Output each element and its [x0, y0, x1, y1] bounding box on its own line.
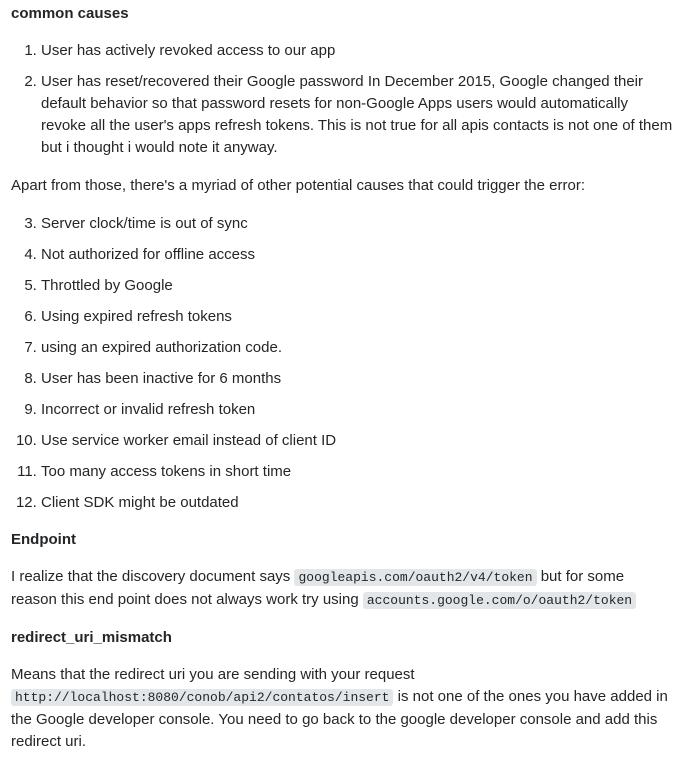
common-causes-heading: common causes: [11, 5, 129, 22]
list-item: 4. Not authorized for offline access: [41, 244, 673, 266]
endpoint-text-2: but for some reason this end point does not always work try using: [11, 568, 625, 608]
list-item: 5. Throttled by Google: [41, 275, 673, 297]
redirect-text-1: Means that the redirect uri you are sending with your request: [11, 666, 415, 683]
other-causes-intro: Apart from those, there's a myriad of other potential causes that could trigger the error:: [11, 177, 585, 194]
endpoint-code-2: accounts.google.com/o/oauth2/token: [363, 592, 636, 609]
endpoint-text-1: I realize that the discovery document says: [11, 568, 295, 585]
redirect-code: http://localhost:8080/conob/api2/contatos/insert: [11, 689, 393, 706]
list-item: 10. Use service worker email instead of client ID: [41, 430, 673, 452]
common-causes-list: [11, 40, 673, 159]
redirect-paragraph: [11, 664, 673, 753]
redirect-text-2: is not one of the ones you have added in the Google developer console. You need to go back to the google developer console and add this redirect uri.: [11, 688, 668, 750]
list-item: 3. Server clock/time is out of sync: [41, 213, 673, 235]
list-item: 11. Too many access tokens in short time: [41, 461, 673, 483]
list-item: 8. User has been inactive for 6 months: [41, 368, 673, 390]
list-item: 2. User has reset/recovered their Google password In December 2015, Google changed their default behavior so that password resets for non-Google Apps users would automatically revoke all the user's apps refresh tokens. This is not true for all apis contacts is not one of them but i thought i would note it anyway.: [41, 71, 673, 159]
endpoint-paragraph: [11, 566, 673, 612]
endpoint-heading: Endpoint: [11, 531, 76, 548]
list-item: 9. Incorrect or invalid refresh token: [41, 399, 673, 421]
list-item: 12. Client SDK might be outdated: [41, 492, 673, 514]
redirect-heading: redirect_uri_mismatch: [11, 629, 172, 646]
list-item: 1. User has actively revoked access to our app: [41, 40, 673, 62]
other-causes-list: [11, 213, 673, 514]
endpoint-code-1: googleapis.com/oauth2/v4/token: [294, 569, 536, 586]
list-item: 6. Using expired refresh tokens: [41, 306, 673, 328]
list-item: 7. using an expired authorization code.: [41, 337, 673, 359]
